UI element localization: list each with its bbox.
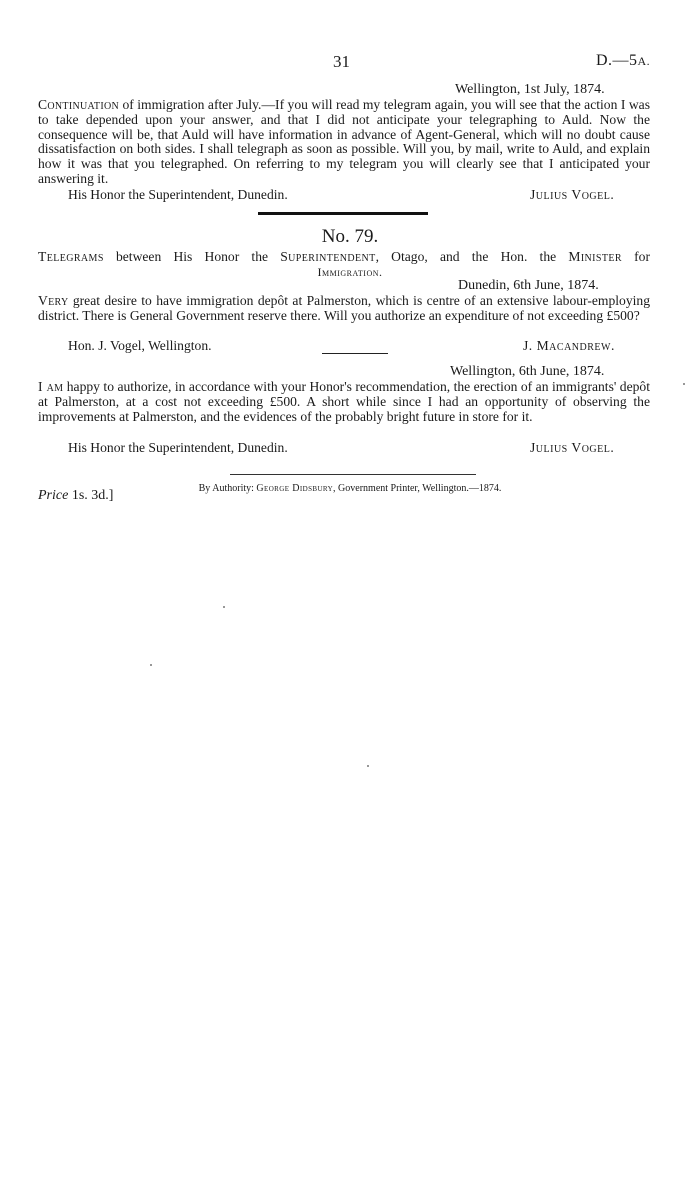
scan-speck xyxy=(223,606,225,608)
telegram-1-signature: J. Macandrew. xyxy=(523,338,615,353)
section-title-part: for xyxy=(621,249,650,264)
telegram-prev-dateline: Wellington, 1st July, 1874. xyxy=(455,82,605,97)
document-reference-prefix: D.—5 xyxy=(595,52,638,69)
telegram-prev-lead: Continuation xyxy=(38,97,119,112)
telegram-1-lead: Very xyxy=(38,293,69,308)
document-reference xyxy=(596,52,650,70)
scan-speck xyxy=(367,765,369,767)
section-title-part: Minister xyxy=(568,249,622,264)
footer-rule xyxy=(230,474,476,475)
telegram-1-dateline: Dunedin, 6th June, 1874. xyxy=(458,278,599,293)
section-title-part: Superintendent xyxy=(280,249,376,264)
telegram-1-body xyxy=(38,294,650,324)
document-reference-suffix: A. xyxy=(637,54,650,68)
telegram-prev-body xyxy=(38,98,650,187)
telegram-2-addressee: His Honor the Superintendent, Dunedin. xyxy=(68,440,288,455)
telegram-2-dateline: Wellington, 6th June, 1874. xyxy=(450,364,605,379)
scan-speck xyxy=(150,664,152,666)
page-number: 31 xyxy=(333,52,350,71)
imprint-suffix: , Government Printer, Wellington.—1874. xyxy=(333,483,502,494)
scan-speck xyxy=(683,383,685,385)
section-divider xyxy=(258,212,428,215)
telegram-1-text: great desire to have immigration depôt at Palmerston, which is centre of an extensive labour-employing district. There is General Government reserve there. Will you authorize an expenditure of not exceeding £500? xyxy=(38,293,650,323)
section-title-line2: Immigration. xyxy=(317,265,383,279)
section-title-part: Telegrams xyxy=(38,249,104,264)
price-label: Price xyxy=(38,488,69,503)
telegram-prev-addressee: His Honor the Superintendent, Dunedin. xyxy=(68,187,288,202)
telegram-1-addressee: Hon. J. Vogel, Wellington. xyxy=(68,338,212,353)
imprint-printer: George Didsbury xyxy=(256,483,334,494)
telegram-prev-signature: Julius Vogel. xyxy=(530,187,615,202)
telegram-2-lead: I am xyxy=(38,379,64,394)
price-note xyxy=(38,488,113,504)
telegram-2-text: happy to authorize, in accordance with your Honor's recommendation, the erection of an immigrants' depôt at Palmerston, at a cost not exceeding £500. A short while since I had an opportunity of observing the improvements at Palmerston, and the evidences of the probably bright future in store for it. xyxy=(38,379,650,424)
telegram-2-body xyxy=(38,380,650,424)
section-title xyxy=(38,250,650,265)
price-value: 1s. 3d.] xyxy=(68,488,114,503)
imprint-prefix: By Authority: xyxy=(198,483,257,494)
telegram-2-signature: Julius Vogel. xyxy=(530,440,615,455)
section-title-part: , Otago, and the Hon. the xyxy=(375,249,569,264)
section-number: No. 79. xyxy=(321,226,379,247)
telegram-divider xyxy=(322,353,388,354)
telegram-prev-text: of immigration after July.—If you will read my telegram again, you will see that the action I was to take depended upon your answer, and that I did not anticipate your telegraphing to Auld. Now the consequence will be, that Auld will have information in advance of Agent-General, which will no doubt cause dissatisfaction on both sides. I shall telegraph as soon as possible. Will you, by mail, write to Auld, and explain how it was that you telegraphed. On referring to my telegram you will clearly see that I anticipated your answering it. xyxy=(38,97,650,186)
section-title-part: between His Honor the xyxy=(103,249,281,264)
